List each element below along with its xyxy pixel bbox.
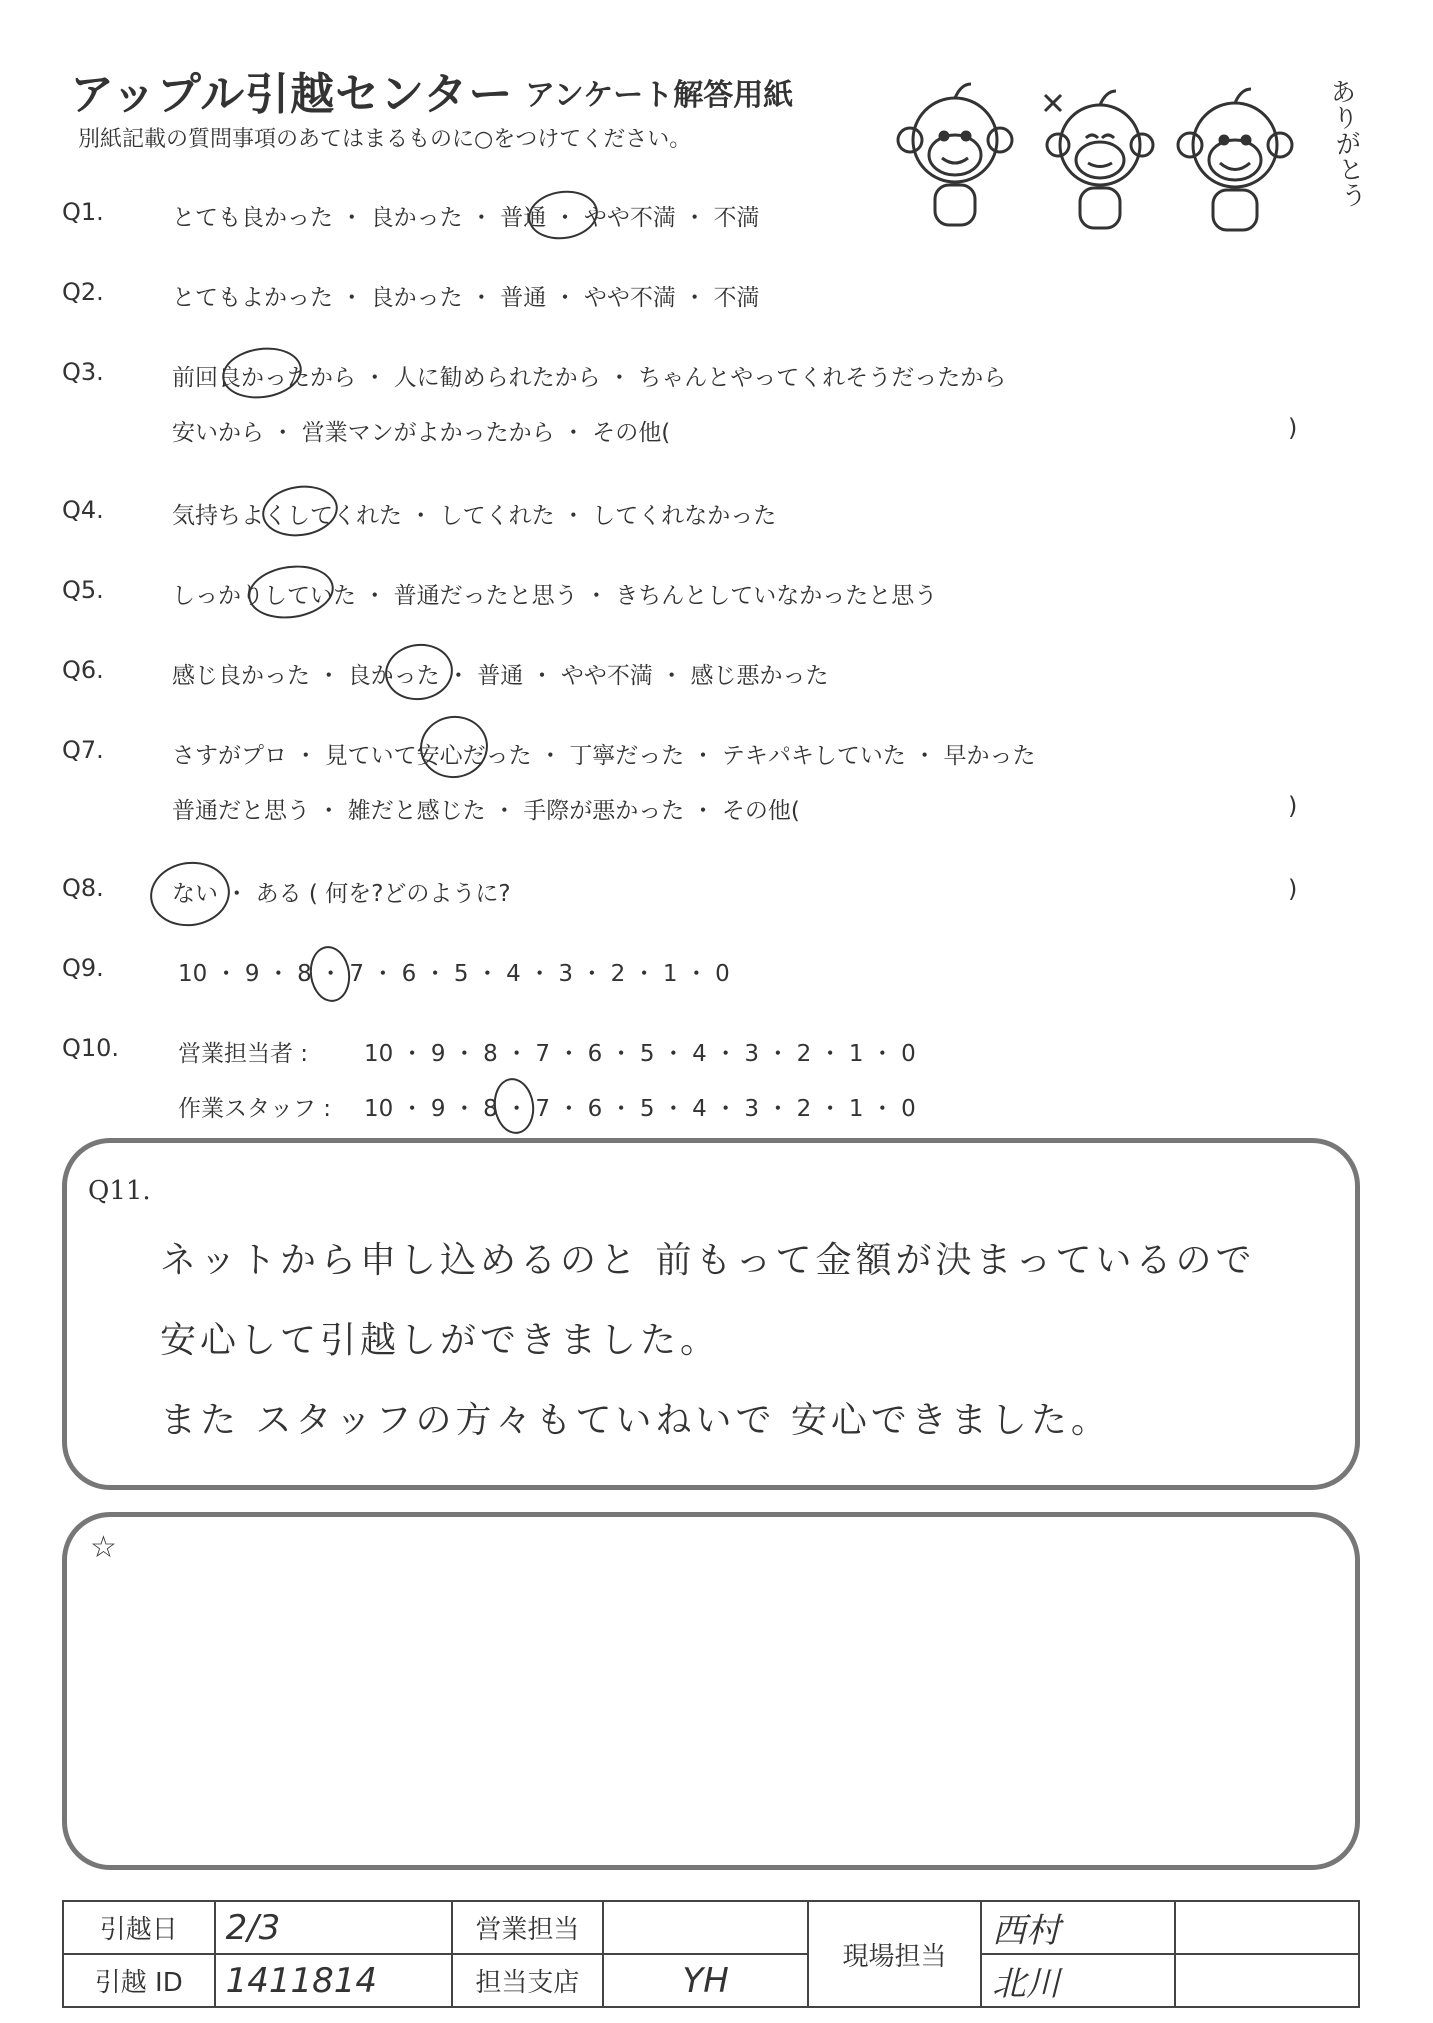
- q11-label: Q11.: [88, 1176, 151, 1206]
- q8-label: Q8.: [62, 874, 104, 902]
- branch-label: 担当支店: [452, 1954, 604, 2007]
- q11-comment-line2: 安心して引越しができました。: [160, 1320, 721, 1361]
- q2-options: とてもよかった ・ 良かった ・ 普通 ・ やや不満 ・ 不満: [172, 285, 760, 311]
- q7-options-line2: 普通だと思う ・ 雑だと感じた ・ 手際が悪かった ・ その他(: [172, 798, 800, 824]
- q5-label: Q5.: [62, 576, 104, 604]
- q11-comment-line3: また スタッフの方々もていねいで 安心できました。: [160, 1400, 1111, 1441]
- q7-options-line1: さすがプロ ・ 見ていて安心だった ・ 丁寧だった ・ テキパキしていた ・ 早かった: [172, 743, 1036, 769]
- sheet-title: アンケート解答用紙: [525, 78, 794, 113]
- q6-selected-circle: [381, 640, 456, 705]
- q4-selected-circle: [259, 481, 341, 541]
- q3-options-line1: 前回良かったから ・ 人に勧められたから ・ ちゃんとやってくれそうだったから: [172, 365, 1007, 391]
- q1-label: Q1.: [62, 198, 104, 226]
- instruction-text: 別紙記載の質問事項のあてはまるものに○をつけてください。: [78, 127, 692, 152]
- q10-sales-scale: 10 ・ 9 ・ 8 ・ 7 ・ 6 ・ 5 ・ 4 ・ 3 ・ 2 ・ 1 ・ 0: [364, 1041, 916, 1067]
- q6-label: Q6.: [62, 656, 104, 684]
- blank-cell-1: [1175, 1901, 1359, 1954]
- q4-label: Q4.: [62, 496, 104, 524]
- q6-options: 感じ良かった ・ 良かった ・ 普通 ・ やや不満 ・ 感じ悪かった: [172, 663, 829, 689]
- blank-cell-2: [1175, 1954, 1359, 2007]
- company-brand: アップル引越センター: [70, 69, 514, 120]
- monkey-mascot-icon: [880, 70, 1320, 240]
- move-id-label: 引越 ID: [63, 1954, 215, 2007]
- q10-label: Q10.: [62, 1034, 120, 1062]
- q8-options: ない ・ ある ( 何を?どのように?: [172, 881, 511, 907]
- move-id-value: 1411814: [215, 1954, 452, 2007]
- branch-value: YH: [603, 1954, 808, 2007]
- thanks-text: ありがとう: [1324, 76, 1368, 210]
- star-icon: ☆: [90, 1530, 117, 1565]
- q10-sales-label: 営業担当者 :: [178, 1041, 309, 1067]
- q3-close-paren: ): [1288, 414, 1298, 442]
- q1-selected-circle: [525, 186, 601, 243]
- q3-label: Q3.: [62, 358, 104, 386]
- q10-staff-scale: 10 ・ 9 ・ 8 ・ 7 ・ 6 ・ 5 ・ 4 ・ 3 ・ 2 ・ 1 ・ 0: [364, 1096, 916, 1122]
- q3-selected-circle: [219, 343, 305, 404]
- sales-label: 営業担当: [452, 1901, 604, 1954]
- move-date-value: 2/3: [215, 1901, 452, 1954]
- q10-staff-label: 作業スタッフ :: [178, 1096, 332, 1122]
- q7-close-paren: ): [1288, 792, 1298, 820]
- q5-selected-circle: [245, 560, 337, 623]
- q5-options: しっかりしていた ・ 普通だったと思う ・ きちんとしていなかったと思う: [172, 583, 938, 609]
- q7-label: Q7.: [62, 736, 104, 764]
- q9-selected-circle: [306, 943, 353, 1004]
- site-staff-2: 北川: [981, 1954, 1175, 2007]
- q10-staff-selected-circle: [490, 1075, 537, 1136]
- q3-options-line2: 安いから ・ 営業マンがよかったから ・ その他(: [172, 420, 671, 446]
- sales-value: [603, 1901, 808, 1954]
- q7-selected-circle: [416, 712, 492, 783]
- star-comment-box: [62, 1512, 1360, 1870]
- q11-comment-line1: ネットから申し込めるのと 前もって金額が決まっているので: [160, 1240, 1256, 1281]
- site-staff-label: 現場担当: [808, 1901, 981, 2007]
- q4-options: 気持ちよくしてくれた ・ してくれた ・ してくれなかった: [172, 503, 777, 529]
- q2-label: Q2.: [62, 278, 104, 306]
- move-info-table: [62, 1900, 1360, 2008]
- q9-scale: 10 ・ 9 ・ 8 ・ 7 ・ 6 ・ 5 ・ 4 ・ 3 ・ 2 ・ 1 ・ 0: [178, 961, 730, 987]
- q8-selected-circle: [146, 857, 234, 932]
- site-staff-1: 西村: [981, 1901, 1175, 1954]
- q8-close-paren: ): [1288, 875, 1298, 903]
- q1-options: とても良かった ・ 良かった ・ 普通 ・ やや不満 ・ 不満: [172, 205, 760, 231]
- move-date-label: 引越日: [63, 1901, 215, 1954]
- q9-label: Q9.: [62, 954, 104, 982]
